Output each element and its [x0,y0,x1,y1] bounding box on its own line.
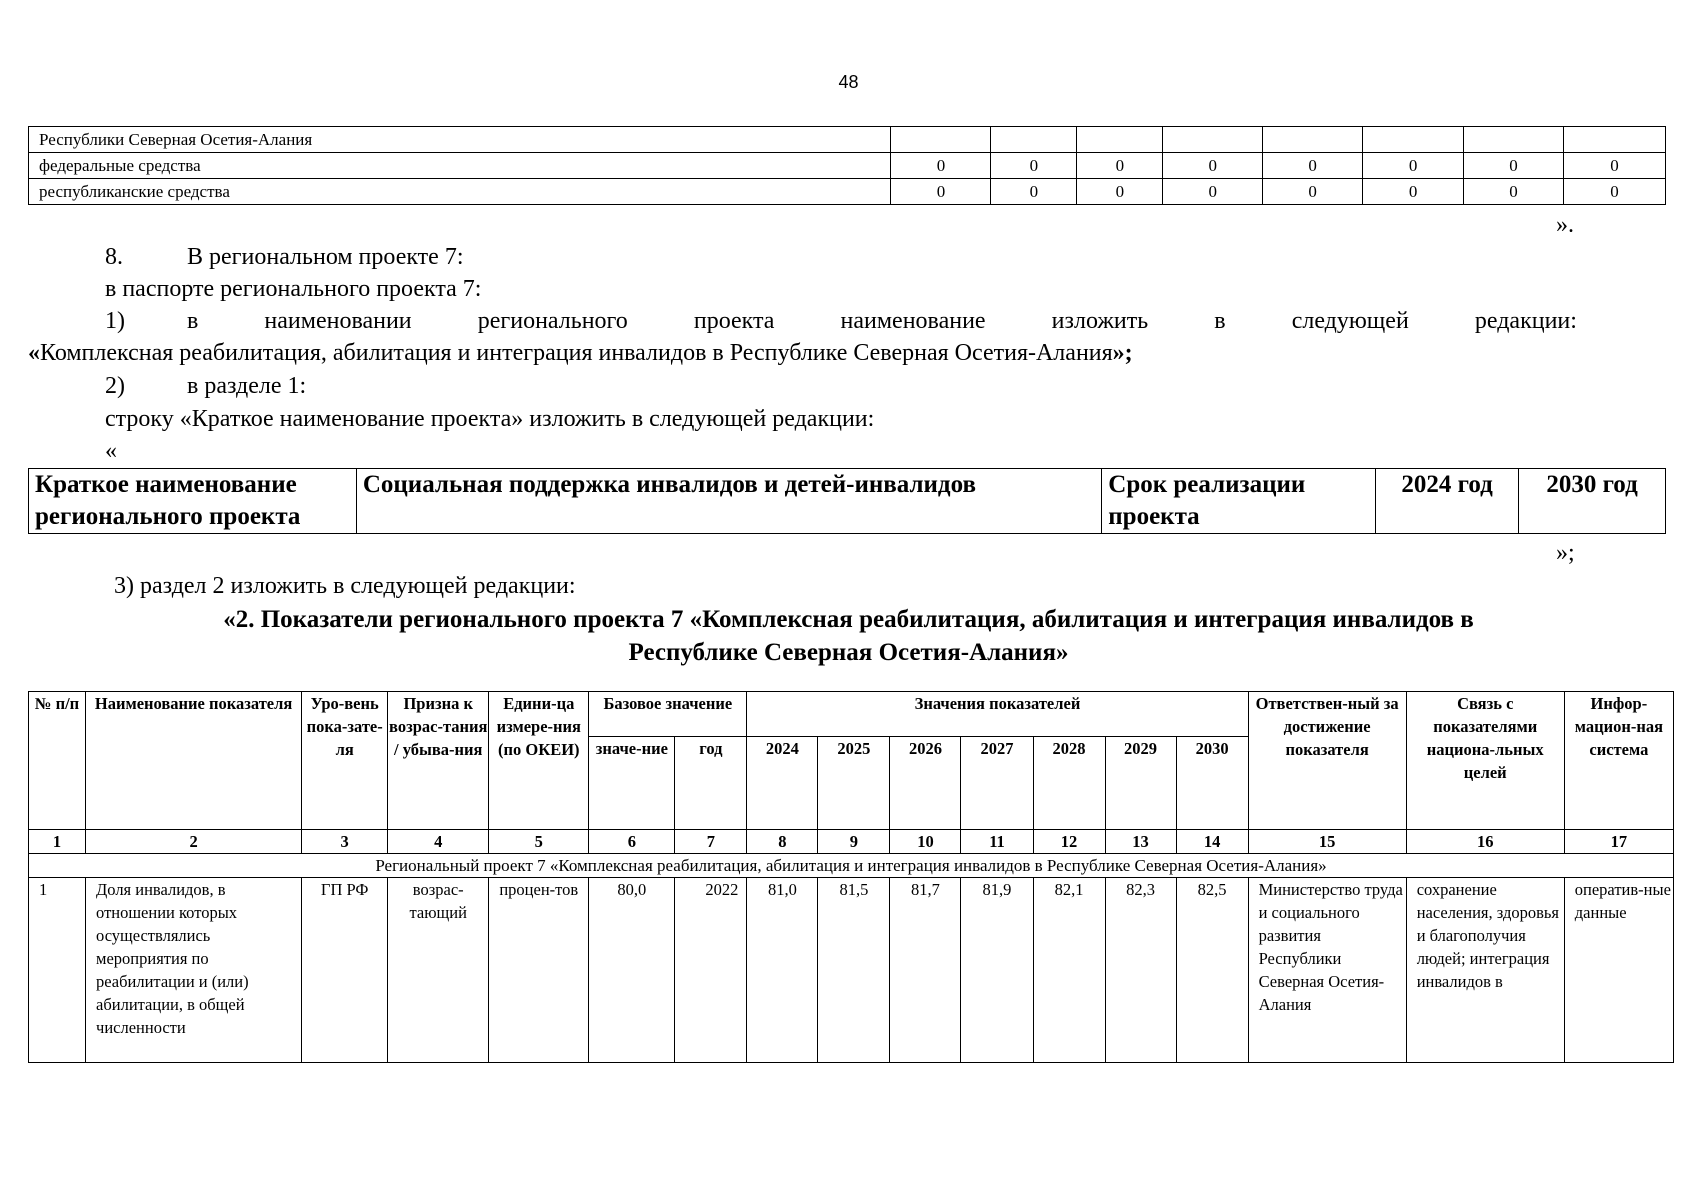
row-value: 82,3 [1105,878,1176,1063]
column-number: 2 [86,830,302,854]
project-row [29,854,1674,878]
short-name-value: Социальная поддержка инвалидов и детей-инвалидов [356,469,1101,534]
funding-row-label: республиканские средства [29,179,891,205]
item-8-number: 8. [105,244,123,270]
row-info: оператив-ные данные [1564,878,1673,1063]
funding-cell: 0 [1163,153,1263,179]
funding-cell: 0 [1363,153,1464,179]
funding-cell: 0 [991,153,1077,179]
row-base-year: 2022 [675,878,747,1063]
item-1-word: наименовании [264,308,412,334]
row-sign: возрас-тающий [388,878,489,1063]
short-name-table [28,468,1666,534]
header-level: Уро-вень пока-зате-ля [302,692,388,830]
header-year: 2028 [1033,737,1105,830]
funding-cell: 0 [1077,153,1163,179]
item-1-word: регионального [477,308,628,334]
funding-cell [1464,127,1564,153]
end-year: 2030 год [1519,469,1666,534]
indicators-table [28,691,1674,1063]
column-number: 3 [302,830,388,854]
funding-row-label: федеральные средства [29,153,891,179]
column-number: 11 [961,830,1033,854]
header-name: Наименование показателя [86,692,302,830]
funding-cell [1263,127,1363,153]
funding-cell [1077,127,1163,153]
column-number: 12 [1033,830,1105,854]
term-label: Срок реализации проекта [1102,469,1376,534]
funding-cell [891,127,991,153]
header-year: 2029 [1105,737,1176,830]
item-1-line-2 [28,337,1133,369]
column-number: 14 [1176,830,1248,854]
header-base-value: значе-ние [589,737,675,830]
funding-row [29,153,1666,179]
header-sign: Призна к возрас-тания / убыва-ния [388,692,489,830]
section-heading-line-1: «2. Показатели регионального проекта 7 «Комплексная реабилитация, абилитация и интеграция инвалидов в [223,606,1474,633]
item-1-word: изложить [1051,308,1149,334]
open-quote: « [28,340,40,366]
header-year: 2027 [961,737,1033,830]
column-number: 4 [388,830,489,854]
row-value: 81,0 [747,878,818,1063]
header-year: 2024 [747,737,818,830]
item-1-word: наименование [840,308,986,334]
header-year: 2025 [818,737,890,830]
page-number: 48 [838,72,859,92]
section-heading-line-2: Республике Северная Осетия-Алания» [628,639,1069,666]
row-base-value: 80,0 [589,878,675,1063]
funding-cell: 0 [1263,153,1363,179]
item-1-word: редакции: [1474,308,1577,334]
item-2-text: в разделе 1: [187,373,307,399]
row-value: 81,7 [890,878,961,1063]
item-1-line-1 [187,305,1577,337]
funding-cell: 0 [891,153,991,179]
header-year: 2030 [1176,737,1248,830]
funding-cell [991,127,1077,153]
item-1-word: проекта [693,308,775,334]
passport-line: в паспорте регионального проекта 7: [105,276,482,302]
header-responsible: Ответствен-ный за достижение показателя [1248,692,1406,830]
row-value: 81,9 [961,878,1033,1063]
close-quote: »; [1112,340,1133,366]
header-link: Связь с показателями национа-льных целей [1406,692,1564,830]
row-value: 82,1 [1033,878,1105,1063]
column-number: 6 [589,830,675,854]
project-row-title: Региональный проект 7 «Комплексная реабилитация, абилитация и интеграция инвалидов в Республике Северная Осетия-Алания» [29,854,1674,878]
table-row [29,878,1674,1063]
column-number: 17 [1564,830,1673,854]
start-year: 2024 год [1376,469,1519,534]
header-base-year: год [675,737,747,830]
column-number: 15 [1248,830,1406,854]
item-1-word: в [187,308,199,334]
column-number: 1 [29,830,86,854]
funding-cell: 0 [1563,179,1665,205]
item-2-number: 2) [105,373,125,399]
funding-cell: 0 [1464,179,1564,205]
column-number: 5 [489,830,589,854]
header-info: Инфор-мацион-ная система [1564,692,1673,830]
funding-cell: 0 [1363,179,1464,205]
item-3-text: 3) раздел 2 изложить в следующей редакции: [114,573,576,599]
funding-cell: 0 [891,179,991,205]
row-name: Доля инвалидов, в отношении которых осуществлялись мероприятия по реабилитации и (или) абилитации, в общей численности [86,878,302,1063]
project-name: Комплексная реабилитация, абилитация и интеграция инвалидов в Республике Северная Осетия-Алания [40,340,1113,366]
row-num: 1 [29,878,86,1063]
column-number: 7 [675,830,747,854]
header-unit: Едини-ца измере-ния (по ОКЕИ) [489,692,589,830]
row-unit: процен-тов [489,878,589,1063]
funding-cell: 0 [1563,153,1665,179]
closing-quote: »; [1556,540,1575,566]
row-level: ГП РФ [302,878,388,1063]
row-instruction: строку «Краткое наименование проекта» изложить в следующей редакции: [105,406,875,432]
item-1-number: 1) [105,308,125,334]
row-value: 81,5 [818,878,890,1063]
funding-row-label: Республики Северная Осетия-Алания [29,127,891,153]
column-number: 10 [890,830,961,854]
funding-cell [1163,127,1263,153]
item-8-text: В региональном проекте 7: [187,244,464,270]
header-values: Значения показателей [747,692,1248,737]
funding-cell [1563,127,1665,153]
funding-cell: 0 [1163,179,1263,205]
funding-cell: 0 [1077,179,1163,205]
short-name-label: Краткое наименование регионального проекта [29,469,357,534]
row-value: 82,5 [1176,878,1248,1063]
opening-quote: « [105,438,117,464]
item-1-word: следующей [1291,308,1409,334]
column-number: 8 [747,830,818,854]
row-responsible: Министерство труда и социального развития Республики Северная Осетия-Алания [1248,878,1406,1063]
column-number: 9 [818,830,890,854]
funding-row [29,127,1666,153]
column-number-row [29,830,1674,854]
funding-cell [1363,127,1464,153]
header-num: № п/п [29,692,86,830]
funding-cell: 0 [991,179,1077,205]
header-base: Базовое значение [589,692,747,737]
item-1-word: в [1214,308,1226,334]
header-year: 2026 [890,737,961,830]
funding-cell: 0 [1263,179,1363,205]
funding-table [28,126,1666,205]
closing-quote: ». [1556,212,1574,238]
column-number: 13 [1105,830,1176,854]
funding-row [29,179,1666,205]
row-link: сохранение населения, здоровья и благополучия людей; интеграция инвалидов в [1406,878,1564,1063]
column-number: 16 [1406,830,1564,854]
funding-cell: 0 [1464,153,1564,179]
